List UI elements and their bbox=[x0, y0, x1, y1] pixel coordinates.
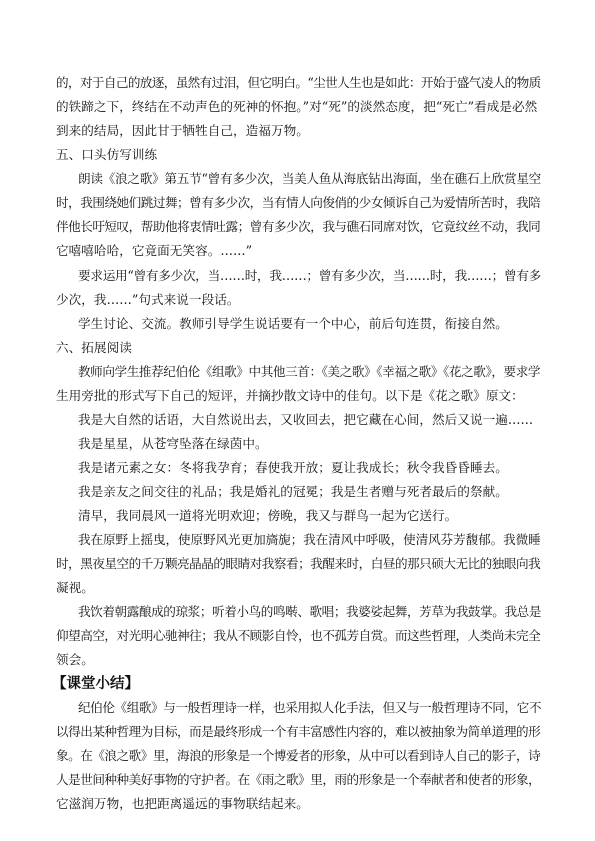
text-line: 少次，我……”句式来说一段话。 bbox=[56, 292, 240, 307]
text-line: 时，我围绕她们跳过舞；曾有多少次，当有情人向俊俏的少女倾诉自己为爱情所苦时，我陪 bbox=[56, 195, 541, 210]
text-line: 要求运用“曾有多少次，当……时，我……；曾有多少次，当……时，我……；曾有多 bbox=[78, 268, 542, 283]
text-line: 到来的结局，因此甘于牺牲自己，造福万物。 bbox=[56, 123, 309, 138]
text-line: 的铁蹄之下，终结在不动声色的死神的怀抱。”对“死”的淡然态度，把“死亡”看成是必然 bbox=[56, 99, 538, 114]
text-line: 生用旁批的形式写下自己的短评，并摘抄散文诗中的佳句。以下是《花之歌》原文： bbox=[56, 388, 524, 403]
poem-line: 仰望高空，对光明心驰神往；我从不顾影自怜，也不孤芳自赏。而这些哲理，人类尚未完全 bbox=[56, 628, 541, 643]
poem-line: 领会。 bbox=[56, 652, 94, 667]
section-heading: 六、拓展阅读 bbox=[56, 340, 132, 355]
text-line: 以得出某种哲理为目标，而是最终形成一个有丰富感性内容的，难以被抽象为简单道理的形 bbox=[56, 724, 541, 739]
text-line: 伴他长吁短叹，帮助他将衷情吐露；曾有多少次，我与礁石同席对饮，它竟纹丝不动，我同 bbox=[56, 219, 541, 234]
poem-line: 时，黑夜星空的千万颗亮晶晶的眼睛对我察看；我醒来时，白昼的那只硕大无比的独眼向我 bbox=[56, 556, 541, 571]
text-line: 它嘻嘻哈哈，它竟面无笑容。……” bbox=[56, 243, 253, 258]
text-line: 的，对于自己的放逐，虽然有过泪，但它明白。“尘世人生也是如此：开始于盛气凌人的物质 bbox=[56, 75, 541, 90]
text-line: 学生讨论、交流。教师引导学生说话要有一个中心，前后句连贯，衔接自然。 bbox=[78, 316, 508, 331]
text-line: 纪伯伦《组歌》与一般哲理诗一样，也采用拟人化手法，但又与一般哲理诗不同，它不 bbox=[78, 700, 542, 715]
text-line: 朗读《浪之歌》第五节“曾有多少次，当美人鱼从海底钻出海面，坐在礁石上欣赏星空 bbox=[78, 171, 542, 186]
poem-line: 我饮着朝露酿成的琼浆；听着小鸟的鸣啭、歌唱；我婆娑起舞，芳草为我鼓掌。我总是 bbox=[78, 604, 542, 619]
poem-line: 清早，我同晨风一道将光明欢迎；傍晚，我又与群鸟一起为它送行。 bbox=[78, 508, 458, 523]
text-line: 它滋润万物，也把距离遥远的事物联结起来。 bbox=[56, 796, 309, 811]
text-line: 人是世间种种美好事物的守护者。在《雨之歌》里，雨的形象是一个奉献者和使者的形象， bbox=[56, 772, 541, 787]
poem-line: 我是星星，从苍穹坠落在绿茵中。 bbox=[78, 436, 268, 451]
summary-heading: 【课堂小结】 bbox=[52, 676, 139, 692]
poem-line: 凝视。 bbox=[56, 580, 94, 595]
poem-line: 我是亲友之间交往的礼品；我是婚礼的冠冕；我是生者赠与死者最后的祭献。 bbox=[78, 484, 508, 499]
poem-line: 我是诸元素之女：冬将我孕育；春使我开放；夏让我成长；秋令我昏昏睡去。 bbox=[78, 460, 508, 475]
text-line: 象。在《浪之歌》里，海浪的形象是一个博爱者的形象，从中可以看到诗人自己的影子，诗 bbox=[56, 748, 541, 763]
section-heading: 五、口头仿写训练 bbox=[56, 147, 158, 162]
poem-line: 我在原野上摇曳，使原野风光更加旖旎；我在清风中呼吸，使清风芬芳馥郁。我微睡 bbox=[78, 532, 541, 547]
text-line: 教师向学生推荐纪伯伦《组歌》中其他三首：《美之歌》《幸福之歌》《花之歌》，要求学 bbox=[78, 364, 541, 379]
poem-line: 我是大自然的话语，大自然说出去，又收回去，把它藏在心间，然后又说一遍…… bbox=[78, 412, 534, 427]
